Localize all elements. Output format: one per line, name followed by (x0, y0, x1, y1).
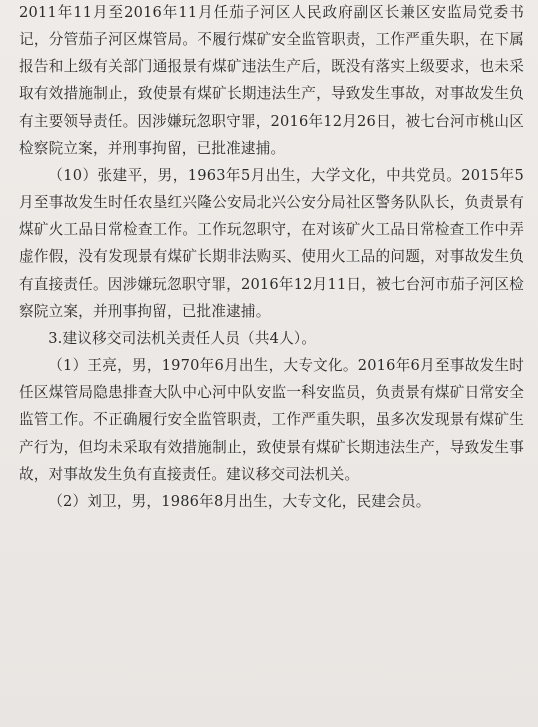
paragraph-wang-continuation: 2011年11月至2016年11月任茄子河区人民政府副区长兼区安监局党委书记，分管茄子河区煤管局。不履行煤矿安全监管职责，工作严重失职，在下属报告和上级有关部门通报景有煤矿违法生产后，既没有落实上级要求，也未采取有效措施制止，致使景有煤矿长期违法生产，导致发生事故，对事故发生负有主要领导责任。因涉嫌玩忽职守罪，2016年12月26日，被七台河市桃山区检察院立案，并刑事拘留，已批准逮捕。 (19, 4, 524, 157)
paragraph-liu-wei: （2）刘卫，男，1986年8月出生，大专文化，民建会员。 (48, 492, 431, 510)
paragraph-wang-liang: （1）王亮，男，1970年6月出生，大专文化。2016年6月至事故发生时任区煤管局隐患排查大队中心河中队安监一科安监员，负责景有煤矿日常安全监管工作。不正确履行安全监管职责，工作严重失职，虽多次发现景有煤矿生产行为，但均未采取有效措施制止，致使景有煤矿长期违法生产，导致发生事故，对事故发生负有直接责任。建议移交司法机关。 (19, 357, 524, 483)
section-heading-judicial-transfer: 3.建议移交司法机关责任人员（共4人）。 (48, 329, 317, 347)
paragraph-zhang-jianping: （10）张建平，男，1963年5月出生，大学文化，中共党员。2015年5月至事故发生时任农垦红兴隆公安局北兴公安分局社区警务队队长，负责景有煤矿火工品日常检查工作。工作玩忽职守，在对该矿火工品日常检查工作中弄虚作假，没有发现景有煤矿长期非法购买、使用火工品的问题，对事故发生负有直接责任。因涉嫌玩忽职守罪，2016年12月11日，被七台河市茄子河区检察院立案，并刑事拘留，已批准逮捕。 (19, 166, 524, 320)
